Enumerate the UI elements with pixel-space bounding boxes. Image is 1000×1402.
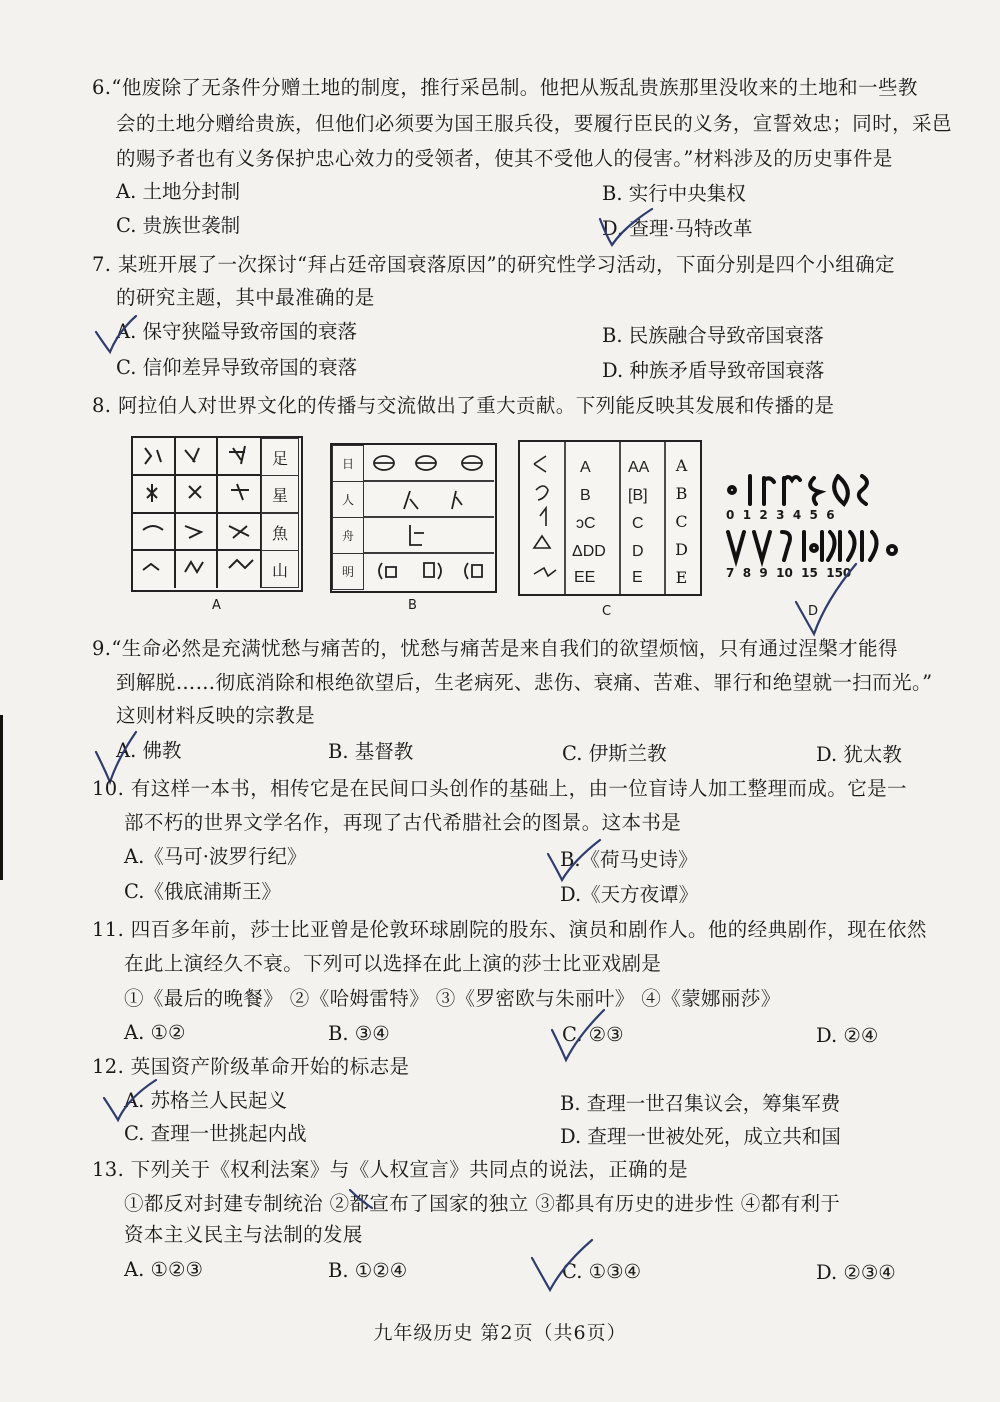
q13-option-d[interactable]: D. ②③④ bbox=[816, 1261, 896, 1284]
q8-figure-c-label: C bbox=[602, 604, 612, 619]
q12-option-a[interactable]: A. 苏格兰人民起义 bbox=[124, 1089, 287, 1112]
oracle-bone-glyphs-icon bbox=[364, 445, 494, 591]
fig-c-letter-e: E bbox=[675, 567, 688, 587]
page-footer: 九年级历史 第2页（共6页） bbox=[373, 1322, 627, 1344]
q9-line-3: 这则材料反映的宗教是 bbox=[116, 704, 316, 727]
fig-b-char-1: 日 bbox=[332, 445, 364, 482]
q10-option-d[interactable]: D.《天方夜谭》 bbox=[560, 883, 699, 906]
q11-line-3: ①《最后的晚餐》 ②《哈姆雷特》 ③《罗密欧与朱丽叶》 ④《蒙娜丽莎》 bbox=[124, 987, 781, 1010]
svg-text:D: D bbox=[632, 543, 644, 560]
q11-option-c[interactable]: C. ②③ bbox=[562, 1023, 624, 1046]
q13-option-a[interactable]: A. ①②③ bbox=[124, 1258, 203, 1281]
fig-d-digits-row-2: 7 8 9 10 15 150 bbox=[726, 566, 852, 580]
svg-text:E: E bbox=[632, 569, 643, 586]
q6-line-1: 6.“他废除了无条件分赠土地的制度，推行采邑制。他把从叛乱贵族那里没收来的土地和一些教 bbox=[92, 76, 918, 99]
q7-option-c[interactable]: C. 信仰差异导致帝国的衰落 bbox=[116, 356, 358, 379]
q9-option-a[interactable]: A. 佛教 bbox=[116, 739, 182, 762]
q8-question: 8. 阿拉伯人对世界文化的传播与交流做出了重大贡献。下列能反映其发展和传播的是 bbox=[92, 394, 835, 417]
q8-figure-a[interactable] bbox=[131, 436, 303, 592]
q10-line-1: 10. 有这样一本书，相传它是在民间口头创作的基础上，由一位盲诗人加工整理而成。它是一 bbox=[92, 777, 907, 800]
q13-line-2: ①都反对封建专制统治 ②都宣布了国家的独立 ③都具有历史的进步性 ④都有利于 bbox=[124, 1192, 841, 1215]
q6-option-a[interactable]: A. 土地分封制 bbox=[116, 180, 240, 203]
q9-line-1: 9.“生命必然是充满忧愁与痛苦的，忧愁与痛苦是来自我们的欲望烦恼，只有通过涅槃才能得 bbox=[92, 637, 898, 660]
q12-option-c[interactable]: C. 查理一世挑起内战 bbox=[124, 1122, 307, 1145]
q10-option-a[interactable]: A.《马可·波罗行纪》 bbox=[124, 845, 307, 868]
q7-line-1: 7. 某班开展了一次探讨“拜占廷帝国衰落原因”的研究性学习活动，下面分别是四个小组确定 bbox=[92, 253, 895, 276]
q10-option-b[interactable]: B.《荷马史诗》 bbox=[560, 848, 698, 871]
svg-text:EE: EE bbox=[574, 569, 596, 586]
cuneiform-glyphs-icon bbox=[133, 438, 261, 588]
q6-line-3: 的赐予者也有义务保护忠心效力的受领者，使其不受他人的侵害。”材料涉及的历史事件是 bbox=[116, 147, 893, 170]
svg-text:ΔDD: ΔDD bbox=[572, 543, 606, 560]
q8-figure-d-label: D bbox=[808, 604, 819, 619]
q8-figure-c[interactable] bbox=[518, 440, 702, 596]
fig-a-char-2: 星 bbox=[261, 475, 299, 513]
q6-line-2: 会的土地分赠给贵族，但他们必须要为国王服兵役，要履行臣民的义务，宣誓效忠；同时，采邑 bbox=[116, 112, 952, 135]
q6-option-d[interactable]: D. 查理·马特改革 bbox=[602, 217, 753, 240]
q7-option-d[interactable]: D. 种族矛盾导致帝国衰落 bbox=[602, 359, 825, 382]
q12-option-d[interactable]: D. 查理一世被处死，成立共和国 bbox=[560, 1125, 841, 1148]
fig-c-letter-a: A bbox=[675, 455, 688, 475]
q8-figure-b-label: B bbox=[408, 598, 417, 613]
q9-option-b[interactable]: B. 基督教 bbox=[328, 740, 414, 763]
fig-a-char-1: 足 bbox=[261, 438, 299, 476]
q8-figure-d[interactable] bbox=[722, 462, 912, 592]
svg-text:ↄC: ↄC bbox=[576, 515, 596, 532]
q6-option-c[interactable]: C. 贵族世袭制 bbox=[116, 214, 241, 237]
q7-line-2: 的研究主题，其中最准确的是 bbox=[116, 286, 375, 309]
q12-question: 12. 英国资产阶级革命开始的标志是 bbox=[92, 1055, 410, 1078]
fig-c-letter-c: C bbox=[675, 511, 688, 531]
binding-bar bbox=[0, 715, 3, 880]
q13-line-1: 13. 下列关于《权利法案》与《人权宣言》共同点的说法，正确的是 bbox=[92, 1158, 689, 1181]
q12-option-b[interactable]: B. 查理一世召集议会，筹集军费 bbox=[560, 1092, 841, 1115]
q11-option-b[interactable]: B. ③④ bbox=[328, 1022, 390, 1045]
svg-text:A: A bbox=[580, 459, 591, 476]
fig-b-char-3: 舟 bbox=[332, 517, 364, 554]
q11-option-d[interactable]: D. ②④ bbox=[816, 1024, 879, 1047]
svg-text:AA: AA bbox=[628, 459, 650, 476]
svg-text:[B]: [B] bbox=[628, 487, 648, 504]
fig-d-digits-row-1: 0 1 2 3 4 5 6 bbox=[726, 508, 835, 522]
q9-option-c[interactable]: C. 伊斯兰教 bbox=[562, 742, 667, 765]
q10-option-c[interactable]: C.《俄底浦斯王》 bbox=[124, 880, 281, 903]
fig-c-letter-d: D bbox=[675, 539, 688, 559]
q9-line-2: 到解脱……彻底消除和根绝欲望后，生老病死、悲伤、衰痛、苦难、罪行和绝望就一扫而光。” bbox=[116, 671, 933, 694]
q13-line-3: 资本主义民主与法制的发展 bbox=[124, 1223, 363, 1246]
q9-option-d[interactable]: D. 犹太教 bbox=[816, 743, 902, 766]
q6-option-b[interactable]: B. 实行中央集权 bbox=[602, 182, 746, 205]
fig-a-char-3: 魚 bbox=[261, 513, 299, 551]
fig-b-char-2: 人 bbox=[332, 481, 364, 518]
svg-text:B: B bbox=[580, 487, 591, 504]
q11-line-1: 11. 四百多年前，莎士比亚曾是伦敦环球剧院的股东、演员和剧作人。他的经典剧作，现在依然 bbox=[92, 918, 927, 941]
q8-figure-b[interactable] bbox=[330, 443, 497, 593]
fig-a-char-4: 山 bbox=[261, 550, 299, 588]
q7-option-b[interactable]: B. 民族融合导致帝国衰落 bbox=[602, 324, 824, 347]
fig-c-letter-b: B bbox=[675, 483, 688, 503]
q13-option-b[interactable]: B. ①②④ bbox=[328, 1259, 408, 1282]
q10-line-2: 部不朽的世界文学名作，再现了古代希腊社会的图景。这本书是 bbox=[124, 811, 682, 834]
q13-option-c[interactable]: C. ①③④ bbox=[562, 1260, 642, 1283]
q8-figure-a-label: A bbox=[212, 598, 221, 613]
q11-option-a[interactable]: A. ①② bbox=[124, 1021, 186, 1044]
fig-b-char-4: 明 bbox=[332, 553, 364, 590]
q7-option-a[interactable]: A. 保守狭隘导致帝国的衰落 bbox=[116, 320, 357, 343]
q11-line-2: 在此上演经久不衰。下列可以选择在此上演的莎士比亚戏剧是 bbox=[124, 952, 662, 975]
svg-text:C: C bbox=[632, 515, 644, 532]
